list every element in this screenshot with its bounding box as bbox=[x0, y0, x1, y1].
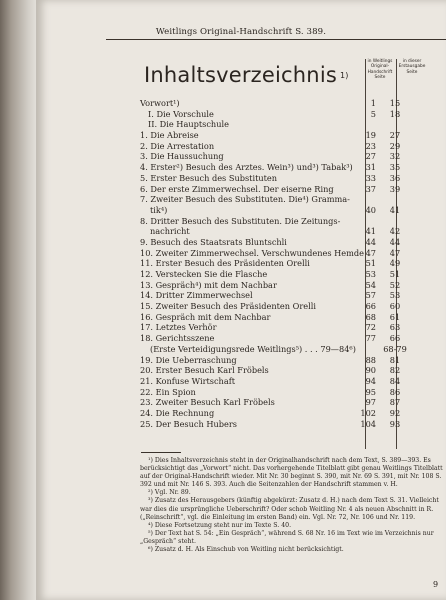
toc-entry-title: 24. Die Rechnung bbox=[140, 407, 215, 418]
toc-entry bbox=[140, 269, 440, 280]
toc-entry-edition-page: 39 bbox=[389, 183, 401, 194]
toc-entry-title: 1. Die Abreise bbox=[140, 130, 199, 141]
toc-entry-original-page: 97 bbox=[365, 397, 376, 408]
running-head: Weitlings Original-Handschrift S. 389. bbox=[155, 27, 327, 37]
page-number: 9 bbox=[433, 580, 439, 589]
toc-entry-title: 2. Die Arrestation bbox=[140, 140, 215, 151]
toc-entry bbox=[140, 258, 440, 269]
toc-entry-original-page: 51 bbox=[365, 258, 376, 269]
book-page bbox=[36, 0, 446, 600]
toc-entry-edition-page: 52 bbox=[389, 279, 401, 290]
toc-entry-title: 21. Konfuse Wirtschaft bbox=[140, 375, 236, 386]
book-spine-shadow bbox=[0, 0, 38, 600]
toc-entry-edition-page: 63 bbox=[389, 322, 401, 333]
toc-entry-original-page: 68 bbox=[365, 311, 376, 322]
toc-entry-edition-page: 68-79 bbox=[383, 343, 407, 354]
toc-entry bbox=[140, 130, 440, 141]
toc-entry-edition-page: 81 bbox=[389, 354, 401, 365]
toc-entry-title: 23. Zweiter Besuch Karl Fröbels bbox=[140, 397, 275, 408]
footnote: ²) Vgl. Nr. 89. bbox=[148, 489, 191, 497]
toc-entry bbox=[140, 205, 440, 216]
toc-entry-original-page: 44 bbox=[365, 236, 376, 247]
toc-entry-title: 12. Verstecken Sie die Flasche bbox=[140, 269, 268, 279]
toc-entry-title: 17. Letztes Verhör bbox=[140, 322, 217, 333]
toc-entry-edition-page: 66 bbox=[389, 333, 401, 344]
toc-entry-edition-page: 93 bbox=[389, 418, 401, 429]
toc-entry bbox=[140, 376, 440, 387]
toc-entry-original-page: 90 bbox=[365, 365, 376, 376]
toc-entry-original-page: 53 bbox=[365, 269, 376, 279]
toc-entry-edition-page: 51 bbox=[389, 269, 401, 279]
toc-entry-original-page: 41 bbox=[365, 226, 376, 237]
toc-entry-title: 14. Dritter Zimmerwechsel bbox=[140, 290, 253, 301]
toc-entry-original-page: 27 bbox=[365, 151, 376, 162]
toc-entry-edition-page: 60 bbox=[389, 301, 401, 312]
toc-entry bbox=[140, 322, 440, 333]
toc-entry-edition-page: 61 bbox=[389, 311, 401, 322]
table-of-contents bbox=[140, 98, 440, 429]
toc-entry-edition-page: 86 bbox=[389, 386, 401, 397]
toc-entry-title: 4. Erster²) Besuch des Arztes. Wein³) und³) Tabak³) bbox=[140, 162, 353, 173]
toc-entry-title: 7. Zweiter Besuch des Substituten. Die⁴) Gramma- bbox=[140, 194, 350, 205]
toc-entry bbox=[140, 109, 440, 120]
column-header-original: in Weitlings Original-Handschrift Seite bbox=[367, 59, 393, 81]
toc-entry bbox=[140, 365, 440, 376]
toc-entry-original-page: 23 bbox=[365, 140, 376, 151]
toc-entry-title: (Erste Verteidigungsrede Weitlings⁵) . . . 79—84⁶) bbox=[150, 343, 356, 354]
toc-entry-original-page: 31 bbox=[365, 162, 376, 173]
title-text: Inhaltsverzeichnis bbox=[144, 63, 337, 87]
toc-entry-original-page: 54 bbox=[365, 279, 376, 290]
toc-entry-original-page: 77 bbox=[365, 333, 376, 344]
toc-entry bbox=[140, 408, 440, 419]
toc-entry-edition-page: 82 bbox=[389, 365, 401, 376]
toc-entry bbox=[140, 226, 440, 237]
toc-entry bbox=[140, 216, 440, 227]
header-rule bbox=[106, 39, 446, 40]
toc-entry bbox=[140, 119, 440, 130]
toc-entry-edition-page: 15 bbox=[389, 98, 401, 108]
toc-entry-edition-page: 42 bbox=[389, 226, 401, 237]
toc-entry-edition-page: 87 bbox=[389, 397, 401, 408]
toc-entry-original-page: 94 bbox=[365, 375, 376, 386]
toc-entry-edition-page: 92 bbox=[389, 407, 401, 418]
toc-entry-title: 18. Gerichtsszene bbox=[140, 333, 215, 344]
toc-entry bbox=[140, 333, 440, 344]
toc-entry bbox=[140, 355, 440, 366]
toc-entry-title: 9. Besuch des Staatsrats Bluntschli bbox=[140, 236, 287, 247]
toc-entry bbox=[140, 194, 440, 205]
toc-entry-title: nachricht bbox=[150, 226, 190, 237]
toc-entry-original-page: 19 bbox=[365, 130, 376, 141]
toc-entry-edition-page: 27 bbox=[389, 130, 401, 141]
toc-entry bbox=[140, 173, 440, 184]
toc-entry-original-page: 57 bbox=[365, 290, 376, 301]
toc-entry-title: 22. Ein Spion bbox=[140, 386, 196, 397]
toc-entry-original-page: 1 bbox=[370, 98, 376, 108]
footnote: ⁵) Der Text hat S. 54: „Ein Gespräch“, während S. 68 Nr. 16 im Text wie im Verzeichnis nur „Gespräch“ steht. bbox=[140, 529, 434, 545]
footnote-rule bbox=[141, 452, 181, 453]
toc-entry-title: 13. Gespräch⁴) mit dem Nachbar bbox=[140, 279, 277, 290]
toc-entry bbox=[140, 290, 440, 301]
toc-entry-original-page: 66 bbox=[365, 301, 376, 312]
toc-entry-title: 8. Dritter Besuch des Substituten. Die Zeitungs- bbox=[140, 215, 341, 226]
toc-entry-original-page: 40 bbox=[365, 204, 376, 215]
toc-entry bbox=[140, 419, 440, 430]
toc-entry-edition-page: 47 bbox=[389, 247, 401, 258]
toc-entry-title: 11. Erster Besuch des Präsidenten Orelli bbox=[140, 258, 310, 269]
toc-entry-edition-page: 36 bbox=[389, 172, 401, 183]
toc-entry bbox=[140, 141, 440, 152]
toc-entry-title: 15. Zweiter Besuch des Präsidenten Orelli bbox=[140, 301, 316, 312]
toc-entry-edition-page: 41 bbox=[389, 204, 401, 215]
toc-entry-title: 20. Erster Besuch Karl Fröbels bbox=[140, 365, 269, 376]
toc-entry-original-page: 88 bbox=[365, 354, 376, 365]
toc-entry-title: 25. Der Besuch Hubers bbox=[140, 418, 237, 429]
footnote: ¹) Dies Inhaltsverzeichnis steht in der Originalhandschrift nach dem Text, S. 389—393. Es berücksichtigt das „Vorwort“ nicht. Das vorhergehende Titelblatt gibt genau Weitlings Titelblatt auf der Original-Handschrift wieder. Mit Nr. 30 beginnt S. 390, mit Nr. 69 S. 391, mit Nr. 108 S. 392 und mit Nr. 146 S. 393. Auch die Seitenzahlen der Handschrift stammen v. H. bbox=[140, 457, 443, 489]
toc-entry-original-page: 95 bbox=[365, 386, 376, 397]
toc-entry bbox=[140, 98, 440, 109]
toc-entry-title: tik⁴) bbox=[150, 204, 168, 215]
toc-entry-title: 19. Die Ueberraschung bbox=[140, 354, 237, 365]
toc-entry-edition-page: 32 bbox=[389, 151, 401, 162]
toc-entry bbox=[140, 248, 440, 259]
toc-entry bbox=[140, 162, 440, 173]
toc-entry bbox=[140, 184, 440, 195]
toc-entry-edition-page: 49 bbox=[389, 258, 401, 269]
page-title bbox=[144, 63, 349, 87]
toc-entry-title: 3. Die Haussuchung bbox=[140, 151, 224, 162]
toc-entry-original-page: 72 bbox=[365, 322, 376, 333]
toc-entry-edition-page: 84 bbox=[389, 375, 401, 386]
footnote: ⁶) Zusatz d. H. Als Einschub von Weitling nicht berücksichtigt. bbox=[148, 546, 344, 554]
toc-entry-title: 6. Der erste Zimmerwechsel. Der eiserne Ring bbox=[140, 183, 334, 194]
title-footnote-marker: 1) bbox=[340, 71, 349, 80]
toc-entry-title: 10. Zweiter Zimmerwechsel. Verschwundenes Hemde bbox=[140, 247, 364, 258]
toc-entry-edition-page: 18 bbox=[389, 108, 401, 119]
toc-entry bbox=[140, 312, 440, 323]
toc-entry bbox=[140, 151, 440, 162]
toc-entry-original-page: 104 bbox=[360, 418, 376, 429]
toc-entry-title: 16. Gespräch mit dem Nachbar bbox=[140, 311, 271, 322]
toc-entry-original-page: 5 bbox=[370, 108, 376, 119]
toc-entry-original-page: 33 bbox=[365, 172, 376, 183]
toc-entry bbox=[140, 387, 440, 398]
toc-entry-edition-page: 53 bbox=[389, 290, 401, 301]
column-header-edition: in dieser Erstausgabe Seite bbox=[398, 59, 426, 75]
toc-entry bbox=[140, 237, 440, 248]
toc-entry bbox=[140, 301, 440, 312]
toc-entry-title: II. Die Hauptschule bbox=[148, 119, 229, 130]
toc-entry-title: 5. Erster Besuch des Substituten bbox=[140, 172, 278, 183]
toc-entry-edition-page: 35 bbox=[389, 162, 401, 173]
toc-entry-title: Vorwort¹) bbox=[140, 98, 180, 108]
toc-entry-edition-page: 44 bbox=[389, 236, 401, 247]
toc-entry bbox=[140, 280, 440, 291]
footnotes bbox=[140, 457, 446, 554]
toc-entry-title: I. Die Vorschule bbox=[148, 108, 214, 119]
footnote: ⁴) Diese Fortsetzung steht nur im Texte S. 40. bbox=[148, 521, 292, 529]
toc-entry-original-page: 102 bbox=[360, 407, 376, 418]
toc-entry-edition-page: 29 bbox=[389, 140, 401, 151]
toc-entry-original-page: 37 bbox=[365, 183, 376, 194]
toc-entry bbox=[140, 344, 440, 355]
footnote: ³) Zusatz des Herausgebers (künftig abgekürzt: Zusatz d. H.) nach dem Text S. 31. Vielleicht war dies die ursprüngliche Ueberschrift? Oder schob Weitling Nr. 4 als neuen Abschnitt in R. („Reinschrift“, vgl. die Einleitung im ersten Band) ein. Vgl. Nr. 72, Nr. 106 und Nr. 119. bbox=[140, 497, 439, 521]
toc-entry bbox=[140, 397, 440, 408]
toc-entry-original-page: 47 bbox=[365, 247, 376, 258]
